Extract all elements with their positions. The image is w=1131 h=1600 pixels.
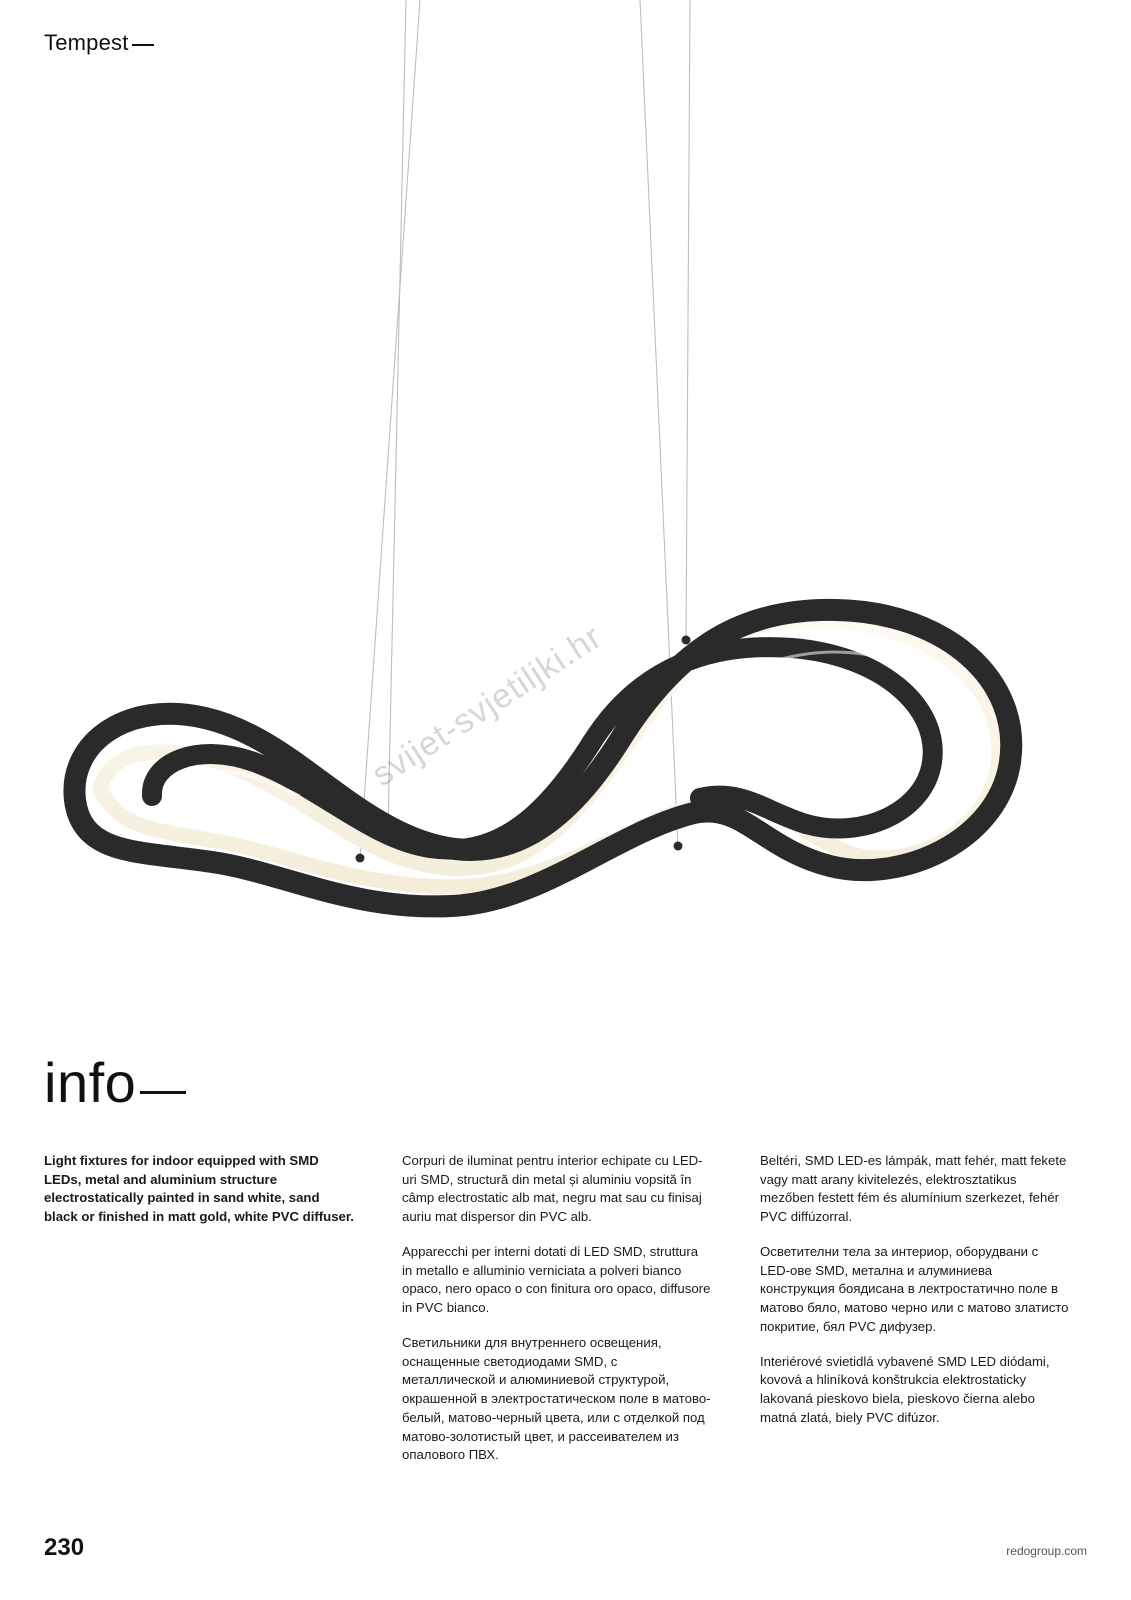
info-paragraph: Beltéri, SMD LED-es lámpák, matt fehér, matt fekete vagy matt arany kivitelezés, elektrosztatikus mezőben festett fém és alumínium szerkezet, fehér PVC diffúzorral. [760,1153,1067,1225]
page-title-label: info [44,1051,137,1114]
info-paragraph: Interiérové svietidlá vybavené SMD LED diódami, kovová a hliníková konštrukcia elektrostaticky lakovaná pieskovo biela, pieskovo čierna alebo matná zlatá, biely PVC difúzor. [760,1353,1050,1425]
info-column-ro-it-ru [402,1152,712,1481]
page-title [44,1051,186,1114]
info-column-en [44,1152,354,1481]
info-paragraph: Светильники для внутреннего освещения, оснащенные светодиодами SMD, с металлической и алюминиевой структурой, окрашенной в электростатическом поле в матово-белый, матово-черный цвета, или с отделкой под матово-золотистый цвет, и рассеивателем из опалового ПВХ. [402,1334,711,1463]
footer-website: redogroup.com [1006,1544,1087,1558]
info-paragraph: Corpuri de iluminat pentru interior echipate cu LED-uri SMD, structură din metal și aluminiu vopsită în câmp electrostatic alb mat, negru mat sau cu finisaj auriu mat dispersor din PVC alb. [402,1153,703,1225]
info-paragraph: Осветителни тела за интериор, оборудвани с LED-ове SMD, метална и алуминиева конструкция боядисана в лектростатично поле в матово бяло, матово черно или с матово златисто покритие, бял PVC дифузер. [760,1243,1069,1334]
info-column-hu-bg-sk [760,1152,1070,1481]
info-columns [44,1152,1089,1481]
info-paragraph: Apparecchi per interni dotati di LED SMD, struttura in metallo e alluminio verniciata a polveri bianco opaco, nero opaco o con finitura oro opaco, diffusore in PVC bianco. [402,1243,711,1316]
title-underscore-icon [140,1091,186,1094]
page-number: 230 [44,1534,85,1561]
info-paragraph: Light fixtures for indoor equipped with SMD LEDs, metal and aluminium structure electrostatically painted in sand white, sand black or finished in matt gold, white PVC diffuser. [44,1153,354,1225]
watermark-text: svijet-svjetiljki.hr [365,617,609,795]
brand-label: Tempest [44,30,129,55]
